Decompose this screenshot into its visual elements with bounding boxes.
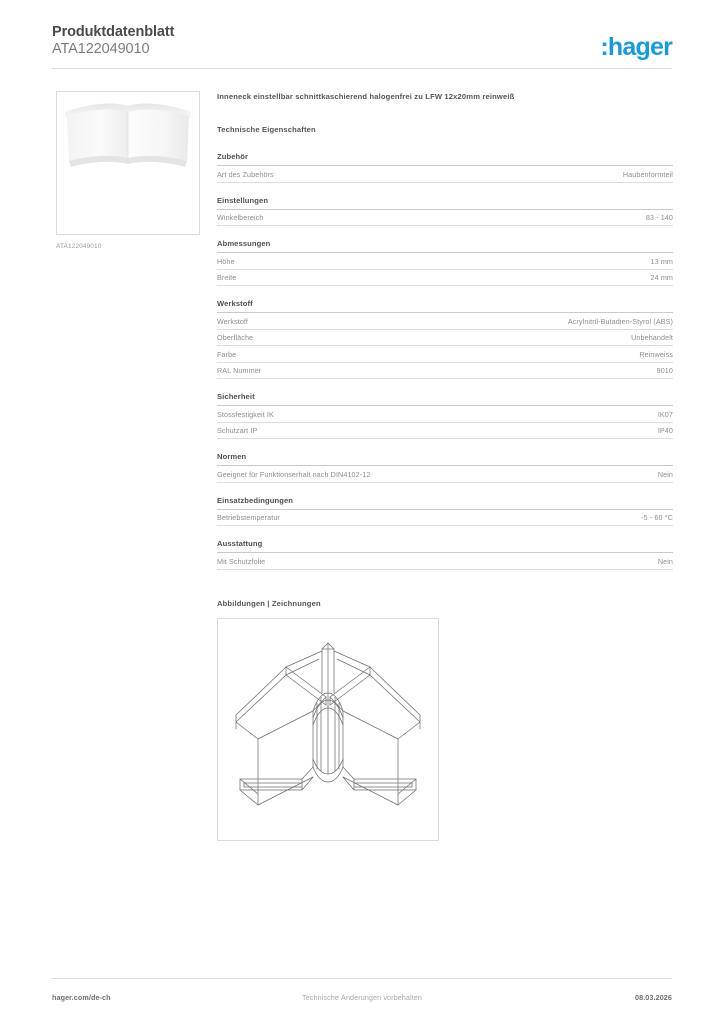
table-row [217, 553, 673, 570]
table-row [217, 466, 673, 483]
spec-value: Acrylnitril-Butadien-Styrol (ABS) [567, 316, 673, 326]
page-title: Produktdatenblatt [52, 24, 175, 40]
product-thumbnail [56, 91, 200, 235]
table-row [217, 270, 673, 287]
table-row [217, 330, 673, 347]
table-row [217, 166, 673, 183]
table-row [217, 346, 673, 363]
spec-value: 9010 [656, 366, 673, 375]
spec-value: IK07 [657, 409, 673, 419]
spec-group-title: Normen [217, 452, 673, 466]
footer-divider [52, 978, 672, 979]
spec-group-title: Werkstoff [217, 299, 673, 313]
spec-value: Nein [657, 556, 673, 566]
spec-group-title: Einstellungen [217, 196, 673, 210]
spec-group [217, 239, 673, 286]
spec-group [217, 539, 673, 570]
spec-group [217, 452, 673, 483]
table-row [217, 406, 673, 423]
spec-value: 24 mm [650, 273, 673, 282]
footer-date: 08.03.2026 [635, 993, 672, 1002]
spec-label: RAL Nummer [217, 366, 262, 375]
table-row [217, 313, 673, 330]
spec-value: IP40 [657, 426, 673, 435]
table-row [217, 423, 673, 440]
technical-drawing [217, 618, 439, 841]
spec-group-title: Abmessungen [217, 239, 673, 253]
spec-group-title: Zubehör [217, 152, 673, 166]
drawings-heading: Abbildungen | Zeichnungen [217, 598, 321, 608]
spec-label: Winkelbereich [217, 213, 264, 222]
technical-drawing-icon [218, 619, 438, 840]
spec-label: Mit Schutzfolie [217, 556, 266, 566]
spec-label: Art des Zubehörs [217, 169, 274, 179]
thumbnail-caption: ATA122049010 [56, 243, 102, 250]
main-content [217, 91, 673, 841]
table-row [217, 253, 673, 270]
footer-disclaimer: Technische Änderungen vorbehalten [302, 993, 422, 1002]
page-footer [52, 993, 672, 1005]
spec-value: Haubenformteil [622, 169, 673, 179]
spec-label: Höhe [217, 256, 235, 266]
article-number: ATA122049010 [52, 41, 150, 57]
product-photo-icon [57, 92, 199, 234]
spec-group-title: Sicherheit [217, 392, 673, 406]
spec-group [217, 299, 673, 379]
spec-value: Reinweiss [639, 349, 673, 359]
technical-properties-caption: Technische Eigenschaften [217, 125, 316, 134]
spec-label: Schutzart IP [217, 426, 258, 435]
spec-value: Unbehandelt [631, 333, 673, 342]
spec-label: Geeignet für Funktionserhalt nach DIN4102-12 [217, 469, 371, 479]
table-row [217, 510, 673, 527]
spec-label: Betriebstemperatur [217, 513, 280, 522]
page-header [52, 24, 672, 70]
spec-label: Breite [217, 273, 237, 282]
table-row [217, 363, 673, 380]
spec-value: Nein [657, 469, 673, 479]
spec-label: Stossfestigkeit IK [217, 409, 274, 419]
spec-group [217, 392, 673, 439]
product-description: Inneneck einstellbar schnittkaschierend halogenfrei zu LFW 12x20mm reinweiß [217, 92, 515, 101]
spec-group [217, 196, 673, 227]
spec-group-title: Einsatzbedingungen [217, 496, 673, 510]
spec-value: -5 - 60 °C [641, 513, 673, 522]
specifications-table [217, 152, 673, 570]
spec-value: 83 - 140 [645, 213, 673, 222]
table-row [217, 210, 673, 227]
header-divider [52, 68, 672, 69]
spec-group-title: Ausstattung [217, 539, 673, 553]
spec-label: Farbe [217, 349, 237, 359]
spec-label: Oberfläche [217, 333, 254, 342]
spec-group [217, 496, 673, 527]
spec-label: Werkstoff [217, 316, 248, 326]
spec-value: 13 mm [650, 256, 673, 266]
hager-logo: :hager [600, 33, 672, 61]
footer-website[interactable]: hager.com/de-ch [52, 993, 111, 1002]
spec-group [217, 152, 673, 183]
